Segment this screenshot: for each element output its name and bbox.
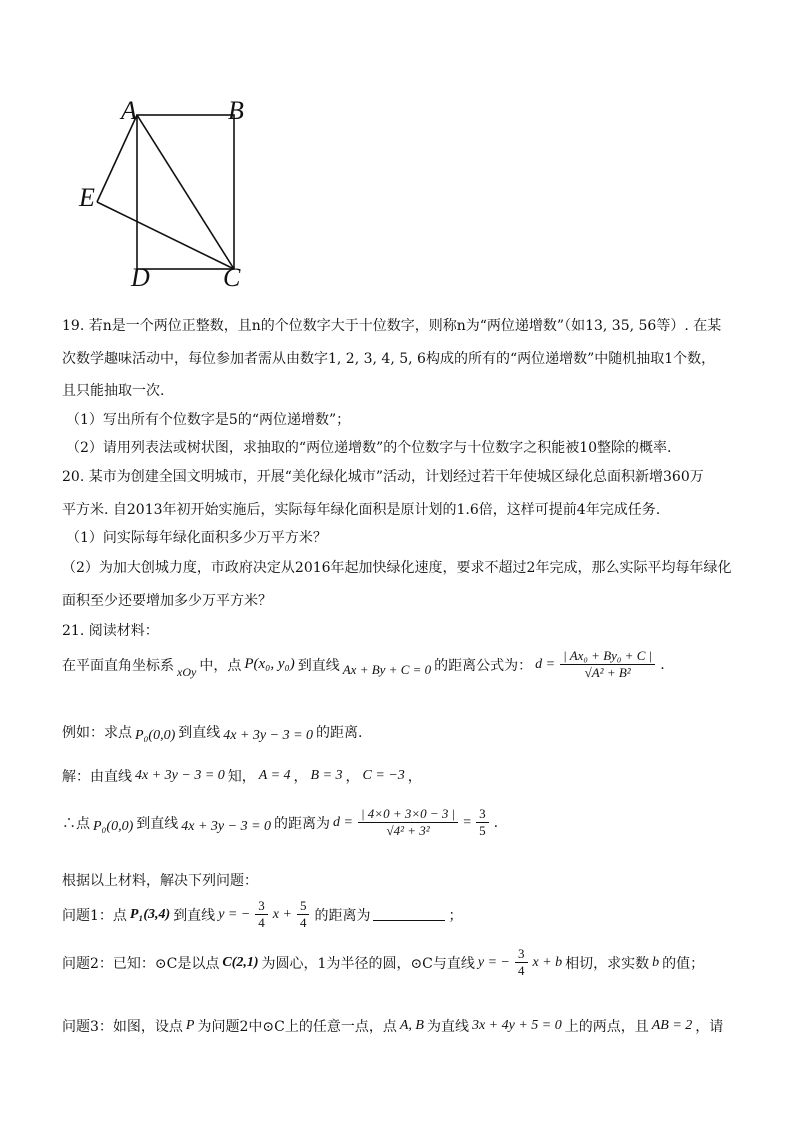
- therefore-line: 4x + 3y − 3 = 0: [181, 818, 272, 834]
- formula-xoy: xOy: [177, 665, 197, 679]
- problem2-text-4: 的值；: [662, 955, 705, 972]
- therefore-result-fraction: [476, 806, 489, 839]
- problem2-point: C(2,1): [222, 954, 259, 970]
- distance-formula-fraction: [560, 648, 655, 681]
- problem2-text-1: 问题2：已知：⊙C是以点: [62, 955, 220, 972]
- q20-line1: 20. 某市为创建全国文明城市，开展“美化绿化城市”活动，计划经过若干年使城区绿化总面积新增360万: [62, 469, 704, 485]
- example-line: 4x + 3y − 3 = 0: [223, 728, 314, 743]
- q19-sub2: （2）请用列表法或树状图，求抽取的“两位递增数”的个位数字与十位数字之积能被10整除的概率.: [66, 440, 672, 456]
- q21-solution-row: [62, 766, 422, 786]
- problem3-ab2: AB = 2: [651, 1018, 693, 1033]
- solution-line: 4x + 3y − 3 = 0: [135, 768, 225, 783]
- label-d: D: [131, 263, 150, 292]
- therefore-text-1: ∴点: [62, 815, 90, 832]
- solution-c: C = −3: [362, 768, 405, 783]
- therefore-point: P₀(0,0): [93, 818, 134, 834]
- example-point: P₀(0,0): [135, 728, 176, 743]
- answer-blank[interactable]: [373, 908, 445, 921]
- problem2-frac-den: 4: [518, 963, 525, 978]
- solution-end: ，: [407, 769, 422, 785]
- formula-numerator: | Ax₀ + By₀ + C |: [560, 648, 655, 665]
- q19-line3: 且只能抽取一次.: [62, 383, 165, 399]
- q19-sub1: （1）写出所有个位数字是5的“两位递增数”；: [66, 412, 351, 428]
- solution-text-2: 知，: [227, 769, 256, 785]
- problem1-end: ；: [448, 907, 463, 924]
- formula-denominator: √A² + B²: [584, 665, 631, 680]
- formula-intro-4: 的距离公式为：: [434, 657, 533, 674]
- label-c: C: [223, 263, 241, 292]
- problem3-line: 3x + 4y + 5 = 0: [471, 1018, 562, 1033]
- problem3-text-3: 为直线: [426, 1019, 469, 1035]
- example-text-1: 例如：求点: [62, 725, 132, 741]
- q19-line2: 次数学趣味活动中，每位参加者需从由数字1, 2, 3, 4, 5, 6构成的所有的“两位递增数”中随机抽取1个数，: [62, 351, 716, 367]
- problem1-fraction-2: [297, 898, 310, 931]
- q21-example-row: [62, 722, 362, 742]
- problem1-text-1: 问题1：点: [62, 907, 127, 924]
- problem2-fraction: [515, 946, 528, 979]
- problem1-point: P₁(3,4): [129, 906, 171, 922]
- formula-d: d =: [535, 656, 556, 672]
- formula-intro-2: 中，点: [199, 657, 242, 674]
- therefore-numerator: | 4×0 + 3×0 − 3 |: [358, 806, 458, 823]
- formula-end: .: [660, 656, 665, 673]
- problem2-text-3: 相切，求实数: [565, 955, 650, 972]
- problem1-frac2-num: 5: [297, 898, 310, 915]
- problem1-frac1-den: 4: [258, 915, 265, 930]
- problem2-text-2: 为圆心，1为半径的圆，⊙C与直线: [261, 955, 475, 972]
- problem1-text-3: 的距离为: [314, 907, 371, 924]
- q20-line2: 平方米. 自2013年初开始实施后，实际每年绿化面积是原计划的1.6倍，这样可提前4年完成任务.: [62, 502, 661, 518]
- therefore-equals: =: [463, 814, 472, 830]
- formula-intro-3: 到直线: [297, 657, 340, 674]
- solution-sep-1: ，: [293, 769, 308, 785]
- example-text-2: 到直线: [178, 725, 221, 741]
- solution-text-1: 解：由直线: [62, 769, 132, 785]
- q21-title: 21. 阅读材料：: [62, 623, 159, 639]
- therefore-result-denominator: 5: [479, 823, 486, 838]
- problem1-fraction-1: [255, 898, 268, 931]
- therefore-result-numerator: 3: [476, 806, 489, 823]
- problem3-text-4: 上的两点，且: [564, 1019, 649, 1035]
- therefore-text-3: 的距离为: [274, 815, 331, 832]
- label-a: A: [121, 96, 137, 125]
- label-e: E: [79, 183, 95, 212]
- q21-problem2-row: [62, 946, 704, 979]
- problem2-line-a: y = −: [477, 954, 510, 970]
- therefore-end: .: [493, 814, 499, 831]
- q21-problem1-row: [62, 898, 462, 931]
- formula-point: P(x₀, y₀): [244, 656, 295, 672]
- problem3-text-1: 问题3：如图，设点: [62, 1019, 183, 1035]
- q19-line1: 19. 若n是一个两位正整数，且n的个位数字大于十位数字，则称n为“两位递增数”（如13, 35, 56等）. 在某: [62, 318, 722, 334]
- problem3-text-5: ，请: [695, 1019, 724, 1035]
- formula-line: Ax + By + C = 0: [342, 661, 432, 677]
- problem2-b: b: [652, 954, 660, 970]
- solution-sep-2: ，: [345, 769, 360, 785]
- problem1-line-b: x +: [272, 906, 292, 922]
- q21-therefore-row: [62, 806, 498, 839]
- q20-sub2-line1: （2）为加大创城力度，市政府决定从2016年起加快绿化速度，要求不超过2年完成，那么实际平均每年绿化: [62, 560, 732, 576]
- therefore-text-2: 到直线: [136, 815, 179, 832]
- problem3-p: P: [185, 1018, 195, 1033]
- segment-ae: [97, 115, 137, 202]
- problem1-line-a: y = −: [218, 906, 251, 922]
- therefore-d: d =: [333, 814, 353, 830]
- formula-intro-1: 在平面直角坐标系: [62, 657, 174, 674]
- q20-sub2-line2: 面积至少还要增加多少万平方米？: [62, 593, 272, 609]
- solution-b: B = 3: [310, 768, 343, 783]
- therefore-fraction: [358, 806, 458, 839]
- problem3-text-2: 为问题2中⊙C上的任意一点，点: [197, 1019, 397, 1035]
- example-text-3: 的距离.: [316, 725, 363, 741]
- label-b: B: [228, 96, 244, 125]
- problem1-text-2: 到直线: [173, 907, 216, 924]
- problem1-frac2-den: 4: [299, 915, 307, 930]
- problem2-line-b: x + b: [532, 954, 563, 970]
- problem3-ab: A, B: [399, 1018, 424, 1033]
- problem1-frac1-num: 3: [255, 898, 268, 915]
- q21-problem3-row: [62, 1016, 723, 1036]
- q21-prompt: 根据以上材料，解决下列问题：: [62, 873, 258, 889]
- problem2-frac-num: 3: [515, 946, 528, 963]
- solution-a: A = 4: [258, 768, 291, 783]
- therefore-denominator: √4² + 3²: [386, 823, 430, 838]
- q20-sub1: （1）问实际每年绿化面积多少万平方米？: [66, 530, 327, 546]
- q21-formula-row: [62, 648, 665, 681]
